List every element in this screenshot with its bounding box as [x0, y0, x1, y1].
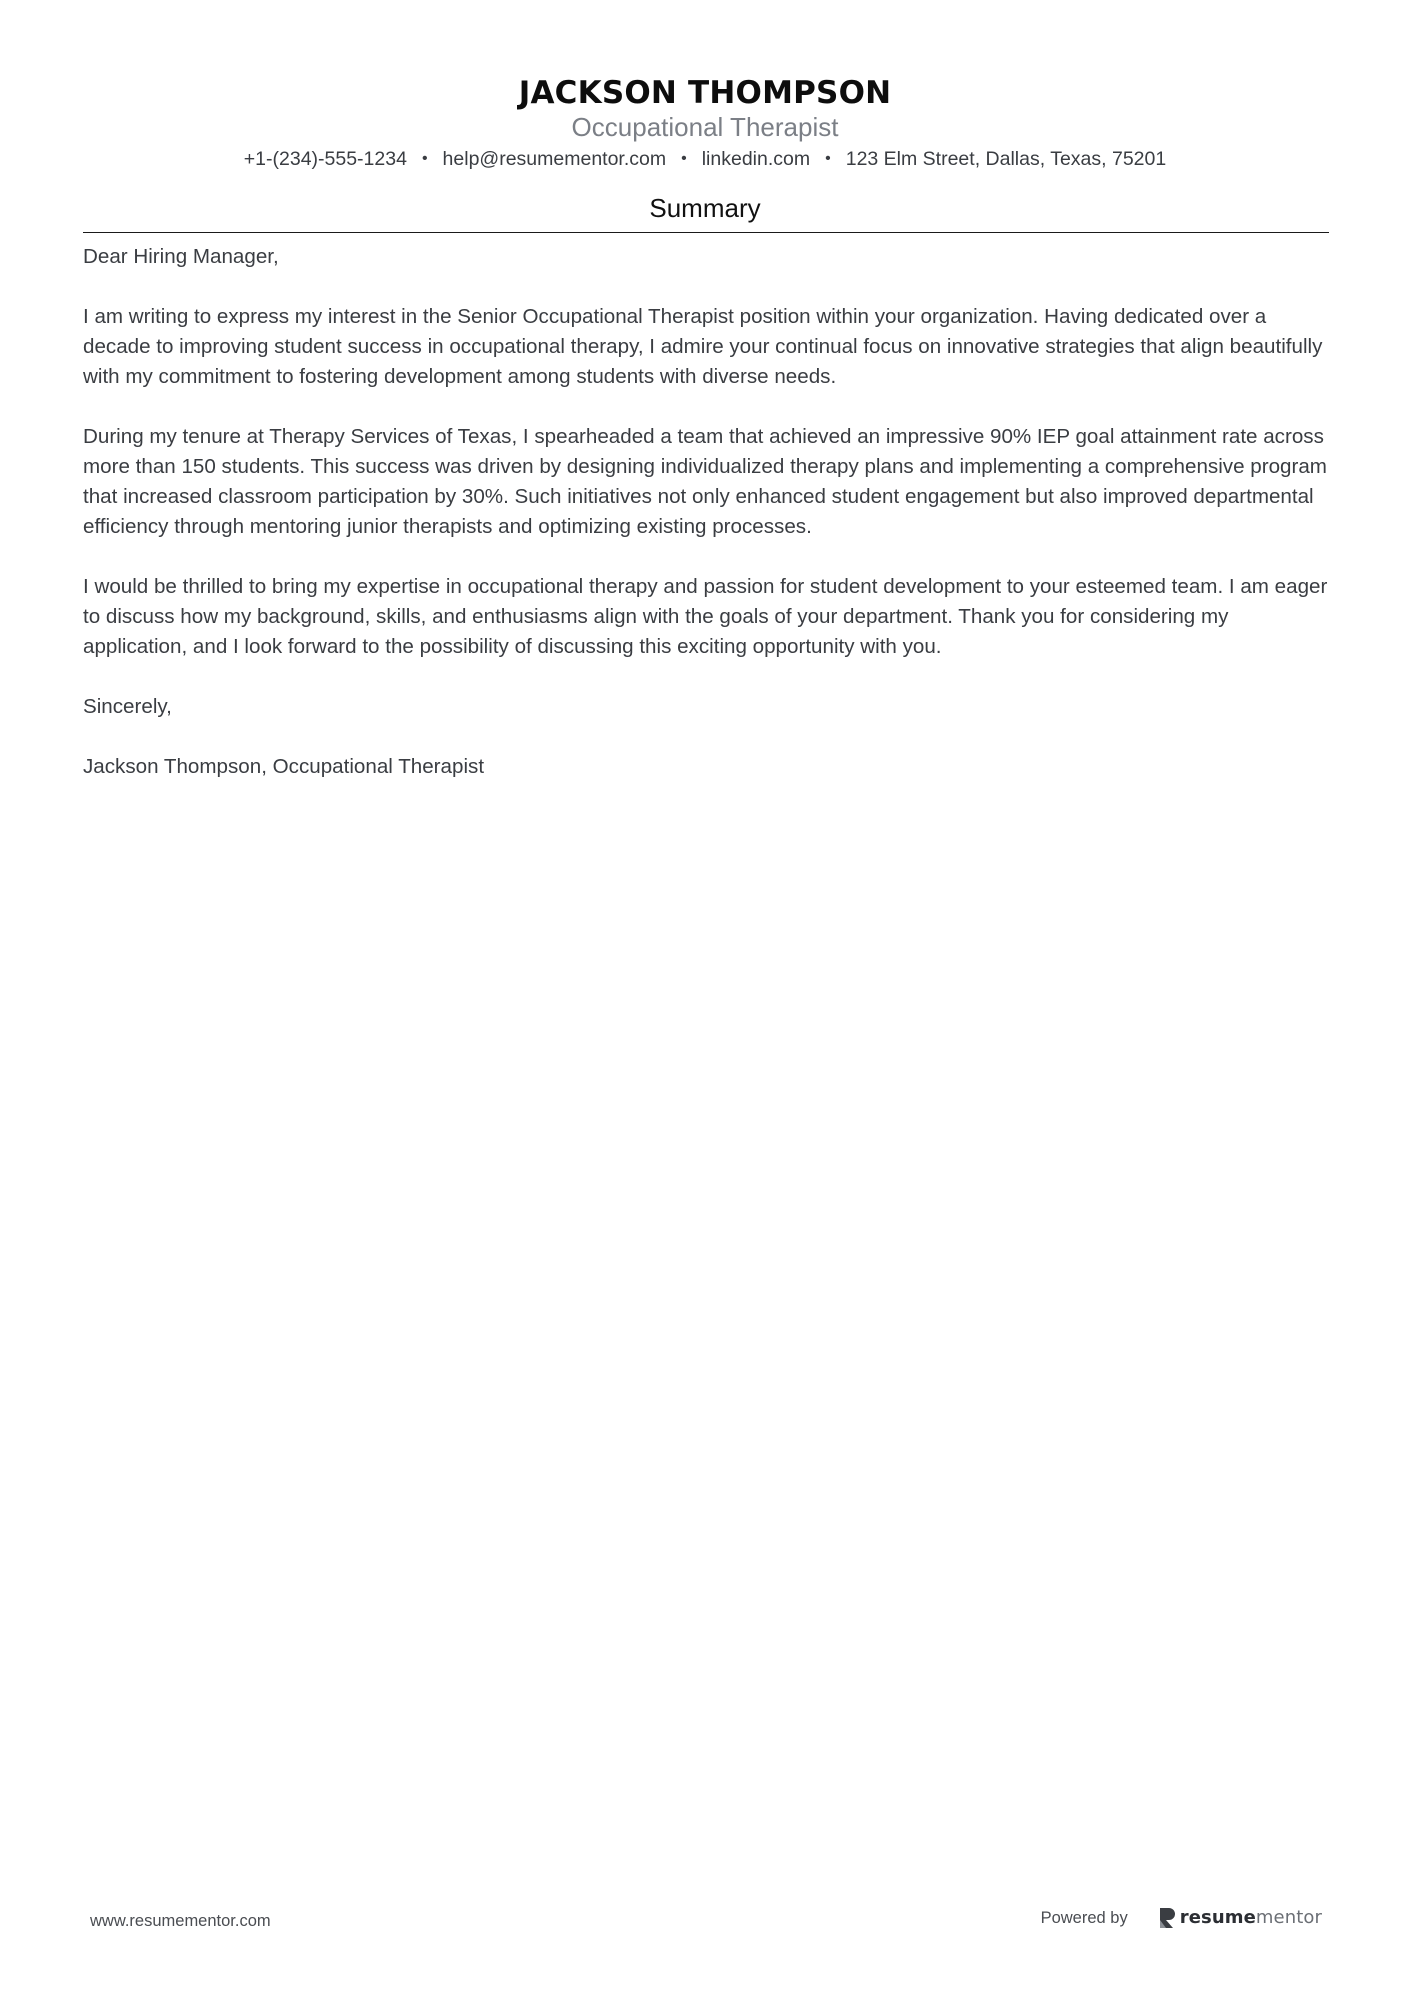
contact-address: 123 Elm Street, Dallas, Texas, 75201	[845, 148, 1167, 170]
contact-separator: •	[681, 150, 687, 167]
letter-paragraph: I would be thrilled to bring my expertise in occupational therapy and passion for student development to your esteemed team. I am eager to discuss how my background, skills, and enthusiasms align with the goals of your department. Thank you for considering my application, and I look forward to the possibility of discussing this exciting opportunity with you.	[83, 575, 1328, 658]
footer-branding	[1041, 1906, 1322, 1930]
logo-wordmark	[1180, 1906, 1322, 1930]
contact-line	[0, 146, 1410, 172]
powered-by-label: Powered by	[1040, 1909, 1128, 1927]
resumementor-logo[interactable]	[1158, 1906, 1322, 1930]
letter-paragraph: During my tenure at Therapy Services of Texas, I spearheaded a team that achieved an impressive 90% IEP goal attainment rate across more than 150 students. This success was driven by designing individualized therapy plans and implementing a comprehensive program that increased classroom participation by 30%. Such initiatives not only enhanced student engagement but also improved departmental efficiency through mentoring junior therapists and optimizing existing processes.	[83, 425, 1327, 538]
resumementor-logo-icon	[1158, 1907, 1176, 1929]
contact-phone: +1-(234)-555-1234	[243, 148, 407, 170]
section-title-summary: Summary	[649, 193, 761, 223]
candidate-title: Occupational Therapist	[571, 112, 839, 142]
section-divider	[83, 232, 1329, 233]
letter-body	[83, 242, 1333, 812]
signature: Jackson Thompson, Occupational Therapist	[83, 755, 485, 778]
contact-linkedin[interactable]: linkedin.com	[701, 148, 811, 170]
salutation: Dear Hiring Manager,	[83, 245, 279, 268]
logo-wordmark-light: mentor	[1255, 1907, 1322, 1928]
logo-wordmark-bold: resume	[1179, 1907, 1256, 1928]
footer-website[interactable]: www.resumementor.com	[90, 1912, 271, 1930]
closing: Sincerely,	[83, 695, 172, 718]
contact-separator: •	[825, 150, 831, 167]
letter-paragraph: I am writing to express my interest in the Senior Occupational Therapist position within your organization. Having dedicated over a decade to improving student success in occupational therapy, I admire your continual focus on innovative strategies that align beautifully with my commitment to fostering development among students with diverse needs.	[83, 305, 1323, 388]
contact-separator: •	[421, 150, 428, 167]
contact-email[interactable]: help@resumementor.com	[442, 148, 667, 170]
header	[0, 72, 1410, 172]
candidate-name: JACKSON THOMPSON	[518, 75, 892, 111]
